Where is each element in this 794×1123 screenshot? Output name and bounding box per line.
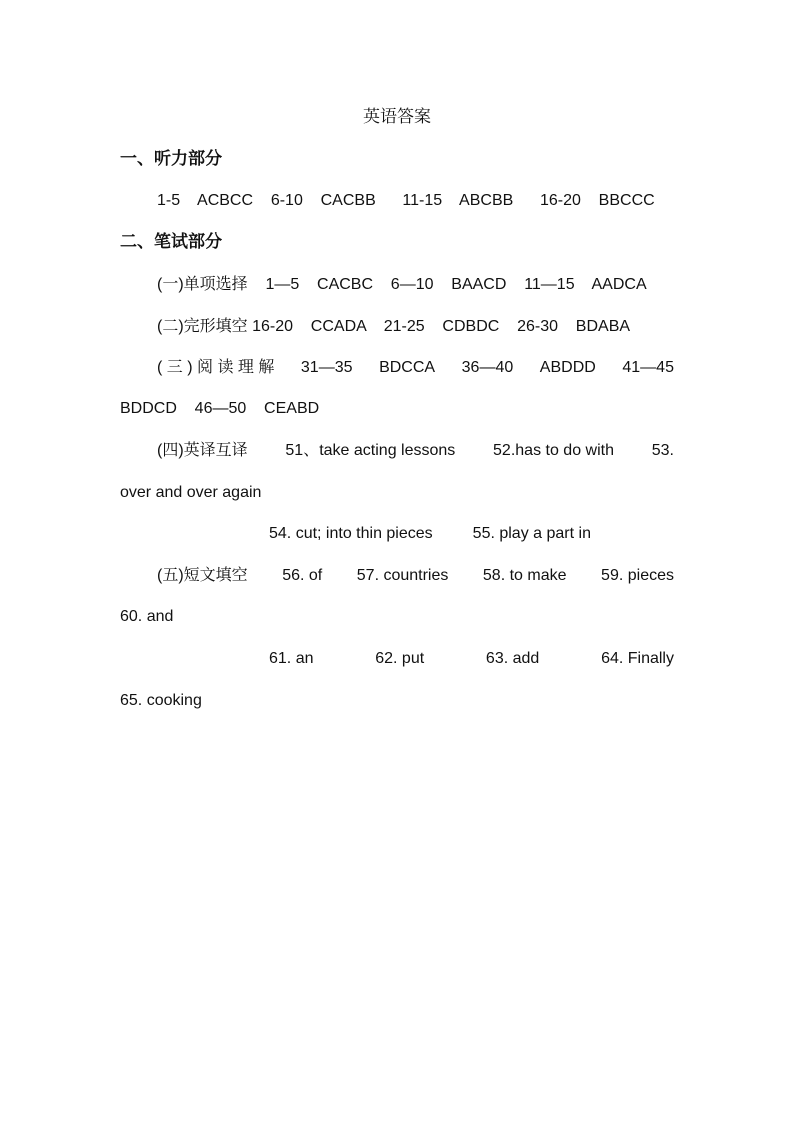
- translation-answers-line1: [157, 441, 674, 461]
- passage-fill-item: 62. put: [375, 650, 425, 667]
- passage-fill-answers-line3: [269, 649, 674, 669]
- passage-fill-item: 58. to make: [482, 567, 567, 584]
- translation-item: 53.: [651, 442, 674, 459]
- reading-answers-line2: BDDCD 46—50 CEABD: [120, 400, 320, 417]
- reading-item: 41—45: [622, 359, 674, 376]
- reading-item: 31—35: [300, 359, 353, 376]
- passage-fill-item: 59. pieces: [601, 567, 674, 584]
- section-listening-heading: 一、听力部分: [120, 149, 222, 168]
- passage-fill-answers-line1: [157, 566, 674, 586]
- passage-fill-item: 56. of: [282, 567, 323, 584]
- passage-fill-item: 63. add: [485, 650, 540, 667]
- reading-item: 36—40: [461, 359, 514, 376]
- translation-label: (四)英译互译: [157, 442, 248, 459]
- translation-item: 51、take acting lessons: [285, 442, 456, 459]
- passage-fill-answers-line2: 60. and: [120, 608, 174, 625]
- reading-label: ( 三 ) 阅 读 理 解: [157, 359, 275, 376]
- passage-fill-label: (五)短文填空: [157, 567, 248, 584]
- reading-item: BDCCA: [379, 359, 436, 376]
- passage-fill-item: 61. an: [269, 650, 314, 667]
- passage-fill-item: 57. countries: [356, 567, 449, 584]
- listening-answers: 1-5 ACBCC 6-10 CACBB 11-15 ABCBB 16-20 BBCCC: [157, 192, 655, 209]
- reading-answers-line1: [157, 358, 674, 378]
- section-written-heading: 二、笔试部分: [120, 232, 222, 251]
- passage-fill-answers-line4: 65. cooking: [120, 692, 202, 709]
- reading-item: ABDDD: [539, 359, 596, 376]
- translation-answers-line3: 54. cut; into thin pieces 55. play a part in: [269, 525, 591, 542]
- translation-item: 52.has to do with: [493, 442, 614, 459]
- cloze-answers: (二)完形填空 16-20 CCADA 21-25 CDBDC 26-30 BDABA: [157, 318, 631, 335]
- page-title: 英语答案: [363, 107, 431, 126]
- passage-fill-item: 64. Finally: [601, 650, 674, 667]
- single-choice-answers: (一)单项选择 1—5 CACBC 6—10 BAACD 11—15 AADCA: [157, 276, 647, 293]
- translation-answers-line2: over and over again: [120, 484, 262, 501]
